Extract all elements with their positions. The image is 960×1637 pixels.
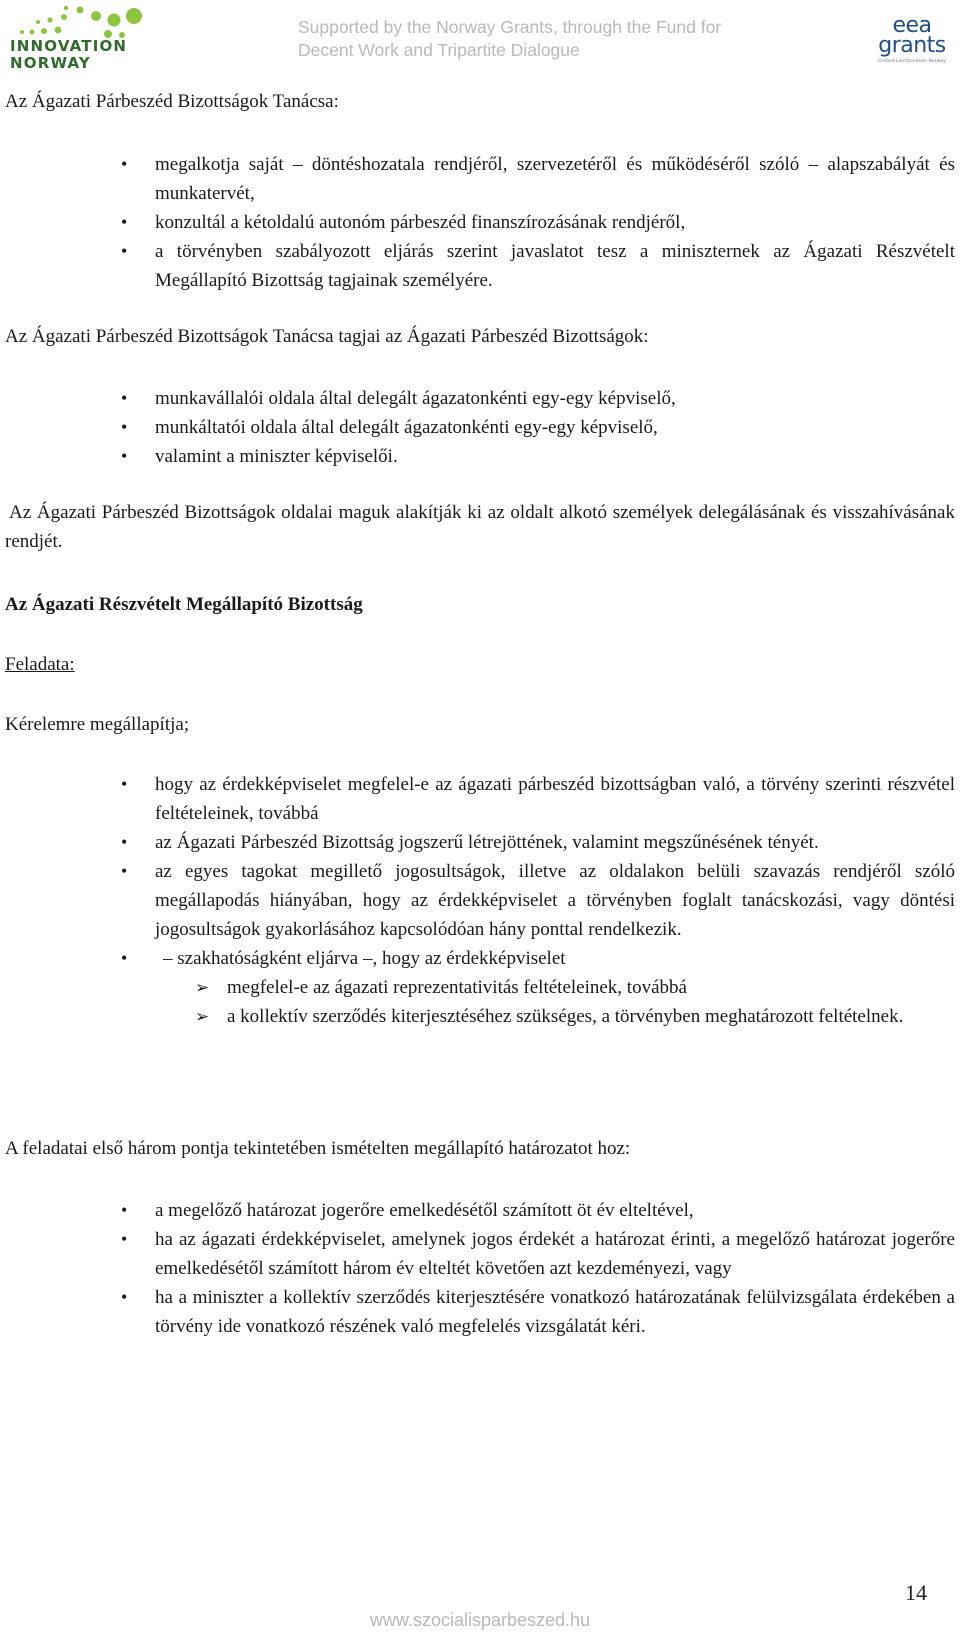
eea-logo-word-1: eea xyxy=(892,13,932,38)
list-item-text: az Ágazati Párbeszéd Bizottság jogszerű létrejöttének, valamint megszűnésének tényét. xyxy=(155,832,819,853)
bullet-icon: • xyxy=(121,832,128,852)
list-item-text: munkavállalói oldala által delegált ágazatonkénti egy-egy képviselő, xyxy=(155,388,676,409)
list-item-text: a megelőző határozat jogerőre emelkedésétől számított öt év elteltével, xyxy=(155,1200,694,1221)
list-item-text: – szakhatóságként eljárva –, hogy az érdekképviselet xyxy=(163,948,566,969)
list-committee-findings xyxy=(0,770,960,1031)
paragraph-repeat-determination: A feladatai első három pontja tekintetében ismételten megállapító határozatot hoz: xyxy=(5,1138,631,1159)
sublist-authority xyxy=(155,973,955,1031)
section-title: Az Ágazati Részvételt Megállapító Bizottság xyxy=(5,594,363,615)
innovation-logo-word-1: INNOVATION xyxy=(10,37,128,55)
page-number: 14 xyxy=(905,1580,927,1605)
list-item-text: megalkotja saját – döntéshozatala rendjéről, szervezetéről és működéséről szóló – alapszabályát és munkatervét, xyxy=(155,154,955,204)
list-item xyxy=(121,1225,955,1283)
bullet-icon: • xyxy=(121,388,128,408)
sublist-item xyxy=(195,1002,955,1031)
header-support-line-1: Supported by the Norway Grants, through the Fund for xyxy=(298,17,722,37)
task-label: Feladata: xyxy=(5,654,75,675)
list-item xyxy=(121,1196,955,1225)
bullet-icon: • xyxy=(121,241,128,261)
sublist-item-text: a kollektív szerződés kiterjesztéséhez szükséges, a törvényben meghatározott feltételnek. xyxy=(227,1006,904,1027)
list-item-text: valamint a miniszter képviselői. xyxy=(155,446,398,467)
list-item xyxy=(121,384,955,413)
list-item xyxy=(121,770,955,828)
bullet-icon: • xyxy=(121,774,128,794)
eea-logo-word-2: grants xyxy=(878,33,946,58)
arrow-bullet-icon: ➢ xyxy=(195,1007,210,1026)
list-item xyxy=(121,150,955,208)
list-item xyxy=(121,413,955,442)
bullet-icon: • xyxy=(121,446,128,466)
list-item xyxy=(121,828,955,857)
list-item-text: ha az ágazati érdekképviselet, amelynek jogos érdekét a határozat érinti, a megelőző határozat jogerőre emelkedésétől számított három év elteltét követően azt kezdeményezi, vagy xyxy=(155,1229,955,1279)
eea-logo-countries: Iceland Liechtenstein Norway xyxy=(878,59,946,64)
bullet-icon: • xyxy=(121,212,128,232)
list-item-text: az egyes tagokat megillető jogosultságok, illetve az oldalakon belüli szavazás rendjéről szóló megállapodás hiányában, hogy az érdekképviselet a törvényben foglalt tanácskozási, vagy döntési jogosultságok gyakorlásához kapcsolódóan hány ponttal rendelkezik. xyxy=(155,861,955,940)
footer-website-link[interactable]: www.szocialisparbeszed.hu xyxy=(369,1610,591,1630)
list-item-text: ha a miniszter a kollektív szerződés kiterjesztésére vonatkozó határozatának felülvizsgálata érdekében a törvény ide vonatkozó részének való megfelelés vizsgálatát kéri. xyxy=(155,1287,955,1337)
list-council-members xyxy=(0,384,960,471)
list-item-text: munkáltatói oldala által delegált ágazatonkénti egy-egy képviselő, xyxy=(155,417,658,438)
list-item xyxy=(121,944,955,1031)
arrow-bullet-icon: ➢ xyxy=(195,978,210,997)
paragraph-council-intro: Az Ágazati Párbeszéd Bizottságok Tanácsa: xyxy=(5,91,339,112)
innovation-dots-icon xyxy=(4,2,154,38)
sublist-item-text: megfelel-e az ágazati reprezentativitás feltételeinek, továbbá xyxy=(227,977,687,998)
innovation-norway-logo xyxy=(4,2,154,70)
list-item xyxy=(121,208,955,237)
bullet-icon: • xyxy=(121,1229,128,1249)
page-header xyxy=(0,0,960,80)
list-item xyxy=(121,237,955,295)
bullet-icon: • xyxy=(121,1200,128,1220)
bullet-icon: • xyxy=(121,154,128,174)
innovation-logo-word-2: NORWAY xyxy=(10,54,91,72)
list-item-text: hogy az érdekképviselet megfelel-e az ágazati párbeszéd bizottságban való, a törvény szerinti részvétel feltételeinek, továbbá xyxy=(155,774,955,824)
header-support-line-2: Decent Work and Tripartite Dialogue xyxy=(298,40,580,60)
bullet-icon: • xyxy=(121,417,128,437)
list-item xyxy=(121,442,955,471)
sublist-item xyxy=(195,973,955,1002)
paragraph-delegation: Az Ágazati Párbeszéd Bizottságok oldalai maguk alakítják ki az oldalt alkotó személyek delegálásának és visszahívásának rendjét. xyxy=(5,502,955,552)
paragraph-request: Kérelemre megállapítja; xyxy=(5,714,190,735)
list-item-text: a törvényben szabályozott eljárás szerint javaslatot tesz a miniszternek az Ágazati Részvételt Megállapító Bizottság tagjainak személyére. xyxy=(155,241,955,291)
list-item xyxy=(121,1283,955,1341)
list-council-duties xyxy=(0,150,960,295)
bullet-icon: • xyxy=(121,1287,128,1307)
list-item-text: konzultál a kétoldalú autonóm párbeszéd finanszírozásának rendjéről, xyxy=(155,212,686,233)
list-item xyxy=(121,857,955,944)
bullet-icon: • xyxy=(121,948,128,968)
header-support-text xyxy=(298,16,818,62)
paragraph-council-members: Az Ágazati Párbeszéd Bizottságok Tanácsa tagjai az Ágazati Párbeszéd Bizottságok: xyxy=(5,326,649,347)
eea-grants-logo xyxy=(872,13,952,72)
list-repeat-conditions xyxy=(0,1196,960,1341)
bullet-icon: • xyxy=(121,861,128,881)
